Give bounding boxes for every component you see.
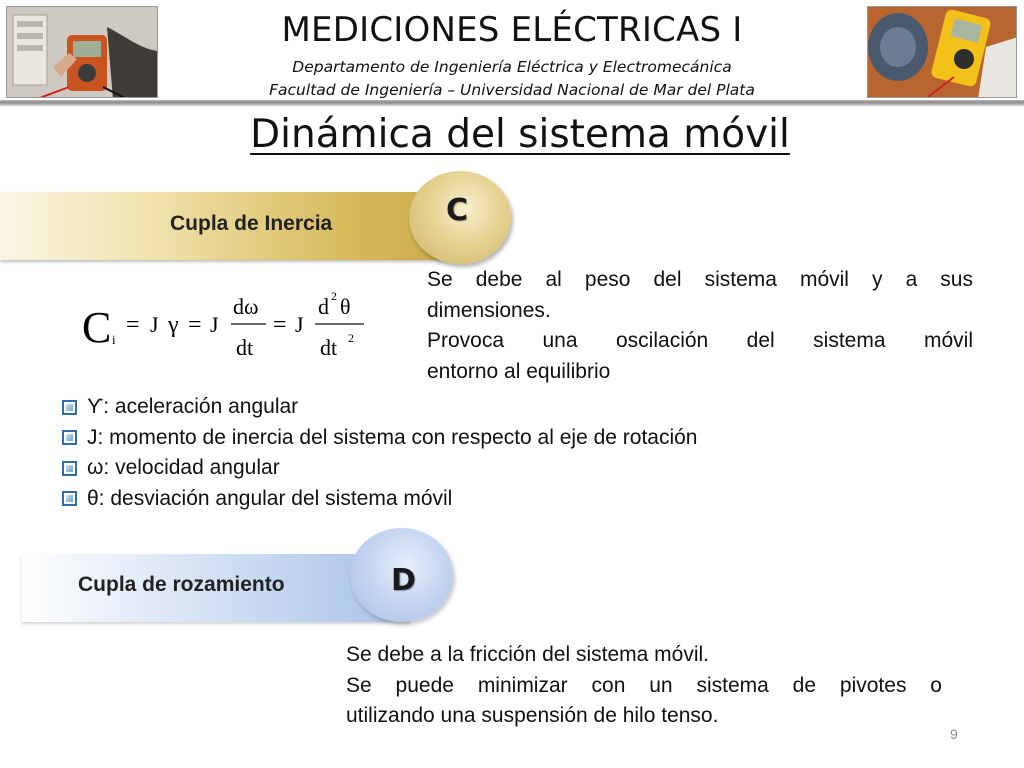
page-number: 9	[950, 726, 958, 742]
formula-equals: =	[126, 312, 140, 338]
section-d-description	[346, 640, 942, 732]
formula-fraction-denominator: dt	[320, 335, 338, 360]
list-item	[62, 392, 698, 423]
checkbox-bullet-icon	[62, 491, 77, 506]
formula-lhs: C	[82, 303, 112, 352]
header-divider	[0, 100, 1024, 106]
section-c-label: Cupla de Inercia	[170, 212, 333, 235]
list-item	[62, 453, 698, 484]
header-photo-multimeter-motor	[867, 6, 1017, 98]
multimeter-motor-photo-icon	[868, 7, 1017, 98]
list-item-text: θ: desviación angular del sistema móvil	[87, 486, 453, 510]
list-item	[62, 484, 698, 515]
section-c-description	[427, 265, 973, 387]
inertia-torque-formula	[82, 280, 382, 370]
section-d-line: Se puede minimizar con un sistema de pivotes o	[346, 673, 942, 697]
formula-j: J	[150, 312, 159, 337]
section-c-letter: C	[446, 193, 469, 228]
formula-fraction-denominator: dt	[236, 335, 254, 360]
list-item-text: ϒ: aceleración angular	[87, 395, 299, 419]
variable-definitions-list	[62, 392, 698, 514]
formula-equals: =	[188, 312, 202, 338]
section-d-letter: D	[391, 563, 416, 598]
section-c-line: dimensiones.	[427, 298, 551, 322]
formula-gamma: γ	[168, 312, 179, 338]
formula-exponent: 2	[331, 289, 337, 303]
section-d-label: Cupla de rozamiento	[78, 573, 285, 596]
section-c-line: Provoca una oscilación del sistema móvil	[427, 329, 973, 352]
section-d-line: utilizando una suspensión de hilo tenso.	[346, 704, 719, 727]
section-c-line: entorno al equilibrio	[427, 359, 611, 383]
section-d-line: Se debe a la fricción del sistema móvil.	[346, 643, 709, 666]
checkbox-bullet-icon	[62, 461, 77, 476]
formula-equals: =	[273, 312, 287, 338]
faculty-name: Facultad de Ingeniería – Universidad Nacional de Mar del Plata	[269, 81, 755, 99]
formula-exponent: 2	[348, 331, 354, 345]
checkbox-bullet-icon	[62, 430, 77, 445]
formula-fraction-numerator: d	[318, 294, 329, 319]
department-name: Departamento de Ingeniería Eléctrica y Electromecánica	[292, 58, 732, 76]
formula-j: J	[295, 312, 304, 337]
slide-title: Dinámica del sistema móvil	[250, 112, 790, 157]
section-c-line: Se debe al peso del sistema móvil y a sus	[427, 268, 973, 291]
checkbox-bullet-icon	[62, 400, 77, 415]
multimeter-photo-icon	[7, 7, 158, 98]
list-item	[62, 423, 698, 454]
course-title: MEDICIONES ELÉCTRICAS I	[281, 10, 743, 50]
formula-j: J	[210, 312, 219, 337]
formula-fraction-numerator: dω	[233, 294, 259, 319]
list-item-text: J: momento de inercia del sistema con respecto al eje de rotación	[87, 425, 698, 449]
formula-fraction-numerator-var: θ	[340, 294, 351, 319]
formula-lhs-subscript: i	[112, 332, 116, 347]
header-photo-multimeter-technician	[6, 6, 158, 98]
list-item-text: ω: velocidad angular	[87, 456, 280, 480]
